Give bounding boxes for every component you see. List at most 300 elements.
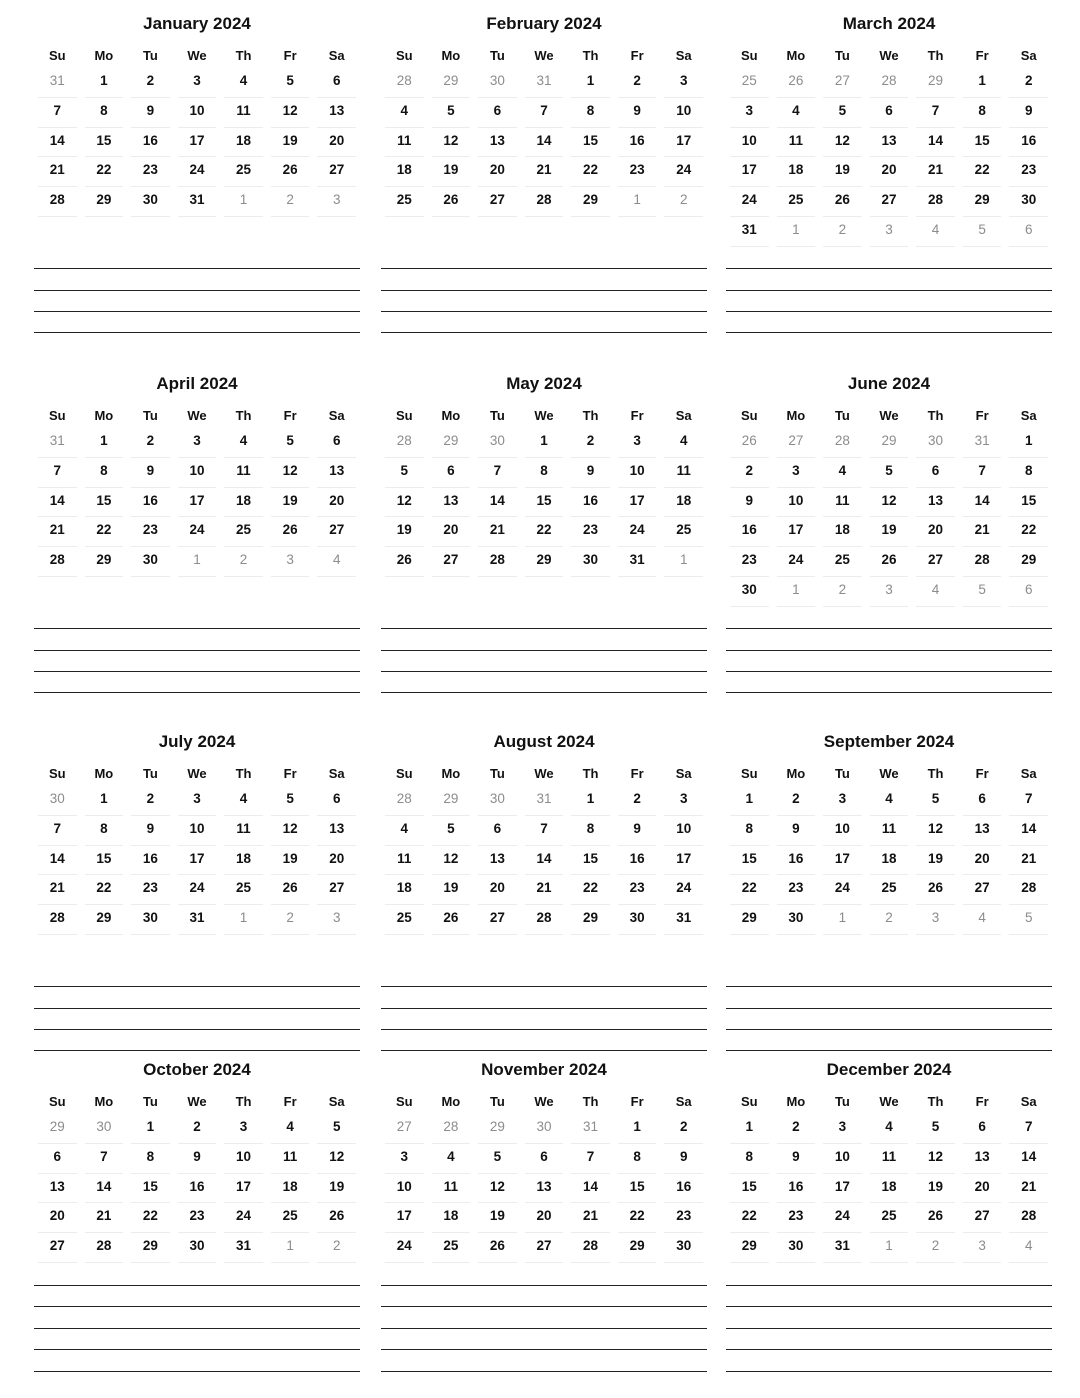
- adjacent-month-day-cell: 1: [870, 1233, 909, 1263]
- month-title: June 2024: [847, 374, 931, 393]
- day-cell: 25: [271, 1203, 310, 1233]
- weekday-label: Fr: [630, 1094, 644, 1109]
- weekday-label: We: [879, 1094, 899, 1109]
- notes-line: [381, 290, 707, 291]
- day-cell: 15: [85, 488, 124, 518]
- day-grid: [726, 68, 1052, 247]
- day-cell: 7: [525, 816, 564, 846]
- day-cell: 24: [823, 875, 862, 905]
- weekday-label: Tu: [489, 1094, 505, 1109]
- day-cell: 17: [823, 1174, 862, 1204]
- day-cell: 4: [224, 68, 263, 98]
- weekday-label: Mo: [94, 408, 114, 423]
- week-row: [726, 488, 1052, 518]
- day-cell: 19: [916, 1174, 955, 1204]
- day-cell: 15: [525, 488, 564, 518]
- day-cell: 4: [823, 458, 862, 488]
- day-cell: 18: [777, 157, 816, 187]
- day-cell: 21: [963, 517, 1002, 547]
- day-cell: 21: [1009, 846, 1048, 876]
- adjacent-month-day-cell: 1: [224, 905, 263, 935]
- day-cell: 25: [224, 875, 263, 905]
- adjacent-month-day-cell: 6: [1009, 577, 1048, 607]
- day-cell: 14: [38, 488, 77, 518]
- notes-line: [34, 332, 360, 333]
- week-row: [381, 816, 707, 846]
- day-cell: 19: [432, 875, 471, 905]
- notes-line: [381, 628, 707, 629]
- day-cell: 21: [38, 875, 77, 905]
- notes-line: [34, 986, 360, 987]
- notes-line: [726, 986, 1052, 987]
- day-cell: 22: [963, 157, 1002, 187]
- adjacent-month-day-cell: 29: [916, 68, 955, 98]
- day-cell: 7: [1009, 1114, 1048, 1144]
- day-cell: 29: [131, 1233, 170, 1263]
- adjacent-month-day-cell: 1: [224, 187, 263, 217]
- weekday-header-row: [726, 764, 1052, 784]
- week-row: [34, 68, 360, 98]
- day-cell: 22: [85, 157, 124, 187]
- day-cell: 22: [85, 517, 124, 547]
- adjacent-month-day-cell: 2: [224, 547, 263, 577]
- week-row: [726, 577, 1052, 607]
- weekday-label: Sa: [675, 48, 692, 63]
- day-cell: 7: [85, 1144, 124, 1174]
- day-cell: 28: [1009, 1203, 1048, 1233]
- day-cell: 25: [385, 187, 424, 217]
- day-cell: 27: [963, 1203, 1002, 1233]
- weekday-label: Fr: [975, 1094, 989, 1109]
- day-cell: 6: [317, 786, 356, 816]
- weekday-label: We: [534, 48, 554, 63]
- weekday-header-row: [726, 46, 1052, 66]
- day-cell: 16: [571, 488, 610, 518]
- weekday-label: Tu: [142, 408, 158, 423]
- day-cell: 22: [571, 157, 610, 187]
- week-row: [726, 458, 1052, 488]
- weekday-label: Tu: [489, 408, 505, 423]
- day-cell: 6: [432, 458, 471, 488]
- month-title: September 2024: [823, 732, 955, 751]
- weekday-label: Mo: [94, 48, 114, 63]
- day-cell: 7: [916, 98, 955, 128]
- weekday-label: Fr: [283, 48, 297, 63]
- day-cell: 19: [317, 1174, 356, 1204]
- day-cell: 3: [385, 1144, 424, 1174]
- weekday-label: Fr: [630, 408, 644, 423]
- adjacent-month-day-cell: 28: [870, 68, 909, 98]
- month-title: October 2024: [143, 1060, 251, 1079]
- notes-line: [726, 268, 1052, 269]
- day-cell: 28: [571, 1233, 610, 1263]
- day-cell: 23: [178, 1203, 217, 1233]
- weekday-label: Th: [235, 766, 252, 781]
- day-cell: 8: [571, 816, 610, 846]
- week-row: [381, 1114, 707, 1144]
- day-cell: 23: [618, 875, 657, 905]
- week-row: [34, 786, 360, 816]
- day-grid: [381, 428, 707, 577]
- adjacent-month-day-cell: 1: [618, 187, 657, 217]
- weekday-label: Th: [927, 408, 944, 423]
- week-row: [381, 187, 707, 217]
- weekday-label: Tu: [142, 48, 158, 63]
- adjacent-month-day-cell: 5: [1009, 905, 1048, 935]
- weekday-label: Th: [582, 1094, 599, 1109]
- day-cell: 17: [823, 846, 862, 876]
- day-cell: 19: [271, 488, 310, 518]
- week-row: [726, 1144, 1052, 1174]
- day-cell: 8: [730, 816, 769, 846]
- day-cell: 20: [916, 517, 955, 547]
- week-row: [381, 846, 707, 876]
- adjacent-month-day-cell: 2: [271, 905, 310, 935]
- day-cell: 18: [823, 517, 862, 547]
- weekday-label: Tu: [834, 48, 850, 63]
- adjacent-month-day-cell: 29: [38, 1114, 77, 1144]
- day-cell: 10: [823, 1144, 862, 1174]
- day-cell: 3: [777, 458, 816, 488]
- week-row: [726, 846, 1052, 876]
- notes-line: [726, 1371, 1052, 1372]
- adjacent-month-day-cell: 28: [432, 1114, 471, 1144]
- adjacent-month-day-cell: 30: [478, 68, 517, 98]
- day-cell: 11: [385, 846, 424, 876]
- adjacent-month-day-cell: 26: [777, 68, 816, 98]
- adjacent-month-day-cell: 31: [963, 428, 1002, 458]
- adjacent-month-day-cell: 3: [916, 905, 955, 935]
- day-cell: 1: [85, 428, 124, 458]
- adjacent-month-day-cell: 26: [730, 428, 769, 458]
- day-cell: 13: [317, 98, 356, 128]
- adjacent-month-day-cell: 4: [916, 577, 955, 607]
- month-calendar: [34, 730, 360, 935]
- day-cell: 15: [730, 846, 769, 876]
- adjacent-month-day-cell: 4: [963, 905, 1002, 935]
- day-cell: 28: [916, 187, 955, 217]
- day-cell: 1: [1009, 428, 1048, 458]
- day-cell: 10: [385, 1174, 424, 1204]
- week-row: [381, 128, 707, 158]
- day-cell: 6: [478, 98, 517, 128]
- day-cell: 28: [525, 905, 564, 935]
- notes-line: [381, 268, 707, 269]
- day-cell: 24: [777, 547, 816, 577]
- adjacent-month-day-cell: 28: [385, 786, 424, 816]
- adjacent-month-day-cell: 25: [730, 68, 769, 98]
- weekday-label: Fr: [283, 408, 297, 423]
- weekday-label: Th: [582, 48, 599, 63]
- weekday-label: Su: [740, 48, 758, 63]
- day-cell: 7: [38, 816, 77, 846]
- day-cell: 7: [38, 458, 77, 488]
- day-cell: 6: [916, 458, 955, 488]
- notes-line: [726, 1285, 1052, 1286]
- month-title: August 2024: [493, 732, 595, 751]
- week-row: [726, 128, 1052, 158]
- day-cell: 13: [38, 1174, 77, 1204]
- day-cell: 5: [870, 458, 909, 488]
- day-cell: 28: [1009, 875, 1048, 905]
- day-cell: 15: [85, 128, 124, 158]
- day-cell: 9: [777, 816, 816, 846]
- week-row: [381, 157, 707, 187]
- day-cell: 18: [224, 488, 263, 518]
- day-cell: 9: [618, 816, 657, 846]
- day-cell: 14: [85, 1174, 124, 1204]
- week-row: [381, 458, 707, 488]
- adjacent-month-day-cell: 4: [1009, 1233, 1048, 1263]
- notes-line: [381, 1328, 707, 1329]
- weekday-label: Sa: [328, 1094, 345, 1109]
- day-cell: 18: [271, 1174, 310, 1204]
- month-title: January 2024: [143, 14, 251, 33]
- day-cell: 12: [870, 488, 909, 518]
- notes-line: [381, 986, 707, 987]
- notes-line: [34, 1371, 360, 1372]
- month-calendar: [381, 372, 707, 577]
- weekday-label: Fr: [283, 766, 297, 781]
- week-row: [34, 428, 360, 458]
- day-cell: 30: [777, 905, 816, 935]
- day-cell: 6: [963, 1114, 1002, 1144]
- notes-line: [34, 1328, 360, 1329]
- adjacent-month-day-cell: 28: [823, 428, 862, 458]
- day-cell: 20: [317, 846, 356, 876]
- day-cell: 27: [432, 547, 471, 577]
- day-cell: 14: [963, 488, 1002, 518]
- day-cell: 18: [224, 128, 263, 158]
- day-cell: 30: [178, 1233, 217, 1263]
- week-row: [726, 547, 1052, 577]
- weekday-label: Fr: [630, 48, 644, 63]
- weekday-label: Sa: [328, 766, 345, 781]
- day-cell: 8: [618, 1144, 657, 1174]
- day-cell: 1: [85, 68, 124, 98]
- day-cell: 21: [916, 157, 955, 187]
- notes-line: [381, 311, 707, 312]
- week-row: [726, 1203, 1052, 1233]
- week-row: [34, 517, 360, 547]
- week-row: [381, 1144, 707, 1174]
- day-cell: 6: [317, 68, 356, 98]
- day-cell: 6: [525, 1144, 564, 1174]
- day-cell: 27: [317, 517, 356, 547]
- day-cell: 23: [131, 157, 170, 187]
- week-row: [726, 875, 1052, 905]
- day-grid: [34, 68, 360, 217]
- month-calendar: [726, 1058, 1052, 1263]
- week-row: [34, 905, 360, 935]
- day-cell: 26: [823, 187, 862, 217]
- day-cell: 10: [664, 816, 703, 846]
- weekday-header-row: [726, 406, 1052, 426]
- weekday-label: We: [879, 48, 899, 63]
- day-cell: 23: [571, 517, 610, 547]
- day-cell: 15: [618, 1174, 657, 1204]
- day-cell: 10: [224, 1144, 263, 1174]
- day-cell: 20: [317, 128, 356, 158]
- day-cell: 3: [224, 1114, 263, 1144]
- month-title: November 2024: [481, 1060, 607, 1079]
- day-cell: 4: [271, 1114, 310, 1144]
- day-cell: 20: [963, 1174, 1002, 1204]
- adjacent-month-day-cell: 28: [385, 428, 424, 458]
- day-cell: 10: [178, 458, 217, 488]
- day-cell: 5: [916, 786, 955, 816]
- week-row: [381, 68, 707, 98]
- notes-line: [34, 692, 360, 693]
- adjacent-month-day-cell: 29: [432, 428, 471, 458]
- day-cell: 8: [525, 458, 564, 488]
- day-cell: 7: [1009, 786, 1048, 816]
- week-row: [34, 1144, 360, 1174]
- adjacent-month-day-cell: 3: [870, 217, 909, 247]
- week-row: [726, 187, 1052, 217]
- weekday-header-row: [34, 1092, 360, 1112]
- week-row: [34, 875, 360, 905]
- day-cell: 17: [730, 157, 769, 187]
- week-row: [726, 98, 1052, 128]
- day-cell: 29: [85, 547, 124, 577]
- day-cell: 20: [525, 1203, 564, 1233]
- adjacent-month-day-cell: 5: [963, 577, 1002, 607]
- day-cell: 22: [1009, 517, 1048, 547]
- notes-line: [381, 1050, 707, 1051]
- day-cell: 13: [916, 488, 955, 518]
- day-cell: 21: [38, 157, 77, 187]
- day-cell: 31: [730, 217, 769, 247]
- weekday-label: Su: [395, 1094, 413, 1109]
- notes-line: [34, 1008, 360, 1009]
- day-cell: 26: [271, 875, 310, 905]
- day-cell: 10: [618, 458, 657, 488]
- day-cell: 30: [730, 577, 769, 607]
- weekday-label: Sa: [1020, 48, 1037, 63]
- day-cell: 12: [271, 458, 310, 488]
- adjacent-month-day-cell: 29: [478, 1114, 517, 1144]
- weekday-label: Th: [235, 408, 252, 423]
- day-cell: 15: [131, 1174, 170, 1204]
- weekday-label: Mo: [441, 766, 461, 781]
- adjacent-month-day-cell: 2: [317, 1233, 356, 1263]
- month-calendar: [381, 12, 707, 217]
- adjacent-month-day-cell: 31: [571, 1114, 610, 1144]
- day-cell: 7: [963, 458, 1002, 488]
- day-cell: 7: [38, 98, 77, 128]
- notes-line: [726, 671, 1052, 672]
- weekday-label: Th: [235, 48, 252, 63]
- weekday-label: Fr: [975, 766, 989, 781]
- adjacent-month-day-cell: 31: [38, 428, 77, 458]
- week-row: [726, 905, 1052, 935]
- day-cell: 22: [618, 1203, 657, 1233]
- adjacent-month-day-cell: 3: [317, 187, 356, 217]
- day-cell: 6: [870, 98, 909, 128]
- day-cell: 2: [571, 428, 610, 458]
- day-cell: 16: [664, 1174, 703, 1204]
- notes-line: [381, 1008, 707, 1009]
- day-cell: 29: [963, 187, 1002, 217]
- day-cell: 3: [178, 428, 217, 458]
- adjacent-month-day-cell: 30: [916, 428, 955, 458]
- weekday-label: Mo: [786, 1094, 806, 1109]
- day-cell: 14: [478, 488, 517, 518]
- day-cell: 24: [178, 875, 217, 905]
- adjacent-month-day-cell: 6: [1009, 217, 1048, 247]
- day-cell: 31: [823, 1233, 862, 1263]
- day-cell: 18: [432, 1203, 471, 1233]
- day-cell: 6: [478, 816, 517, 846]
- weekday-label: Su: [395, 766, 413, 781]
- day-cell: 10: [178, 816, 217, 846]
- adjacent-month-day-cell: 1: [777, 217, 816, 247]
- day-cell: 25: [432, 1233, 471, 1263]
- day-grid: [726, 786, 1052, 935]
- weekday-label: Fr: [630, 766, 644, 781]
- weekday-label: Su: [48, 1094, 66, 1109]
- weekday-label: Sa: [328, 48, 345, 63]
- weekday-label: We: [534, 1094, 554, 1109]
- adjacent-month-day-cell: 31: [525, 786, 564, 816]
- day-cell: 5: [271, 786, 310, 816]
- day-cell: 30: [131, 547, 170, 577]
- day-cell: 11: [432, 1174, 471, 1204]
- day-cell: 4: [777, 98, 816, 128]
- day-cell: 21: [571, 1203, 610, 1233]
- weekday-label: Tu: [142, 1094, 158, 1109]
- weekday-label: Mo: [94, 1094, 114, 1109]
- day-cell: 13: [317, 816, 356, 846]
- weekday-label: We: [879, 766, 899, 781]
- day-cell: 12: [317, 1144, 356, 1174]
- notes-line: [381, 1371, 707, 1372]
- week-row: [381, 517, 707, 547]
- week-row: [381, 1233, 707, 1263]
- notes-line: [726, 1008, 1052, 1009]
- adjacent-month-day-cell: 29: [432, 68, 471, 98]
- day-cell: 12: [385, 488, 424, 518]
- day-cell: 2: [777, 1114, 816, 1144]
- notes-line: [726, 1328, 1052, 1329]
- day-cell: 30: [618, 905, 657, 935]
- weekday-label: Su: [395, 48, 413, 63]
- day-cell: 25: [870, 1203, 909, 1233]
- notes-line: [381, 671, 707, 672]
- day-cell: 11: [271, 1144, 310, 1174]
- week-row: [34, 187, 360, 217]
- week-row: [726, 217, 1052, 247]
- day-cell: 22: [730, 875, 769, 905]
- day-cell: 29: [85, 187, 124, 217]
- day-cell: 5: [478, 1144, 517, 1174]
- day-cell: 25: [777, 187, 816, 217]
- adjacent-month-day-cell: 3: [963, 1233, 1002, 1263]
- weekday-label: Sa: [1020, 766, 1037, 781]
- day-cell: 2: [664, 1114, 703, 1144]
- notes-line: [381, 1029, 707, 1030]
- day-cell: 3: [178, 68, 217, 98]
- adjacent-month-day-cell: 30: [478, 428, 517, 458]
- day-cell: 11: [224, 816, 263, 846]
- weekday-label: We: [187, 408, 207, 423]
- month-calendar: [34, 1058, 360, 1263]
- day-cell: 9: [664, 1144, 703, 1174]
- adjacent-month-day-cell: 30: [525, 1114, 564, 1144]
- day-cell: 8: [963, 98, 1002, 128]
- weekday-label: Sa: [675, 408, 692, 423]
